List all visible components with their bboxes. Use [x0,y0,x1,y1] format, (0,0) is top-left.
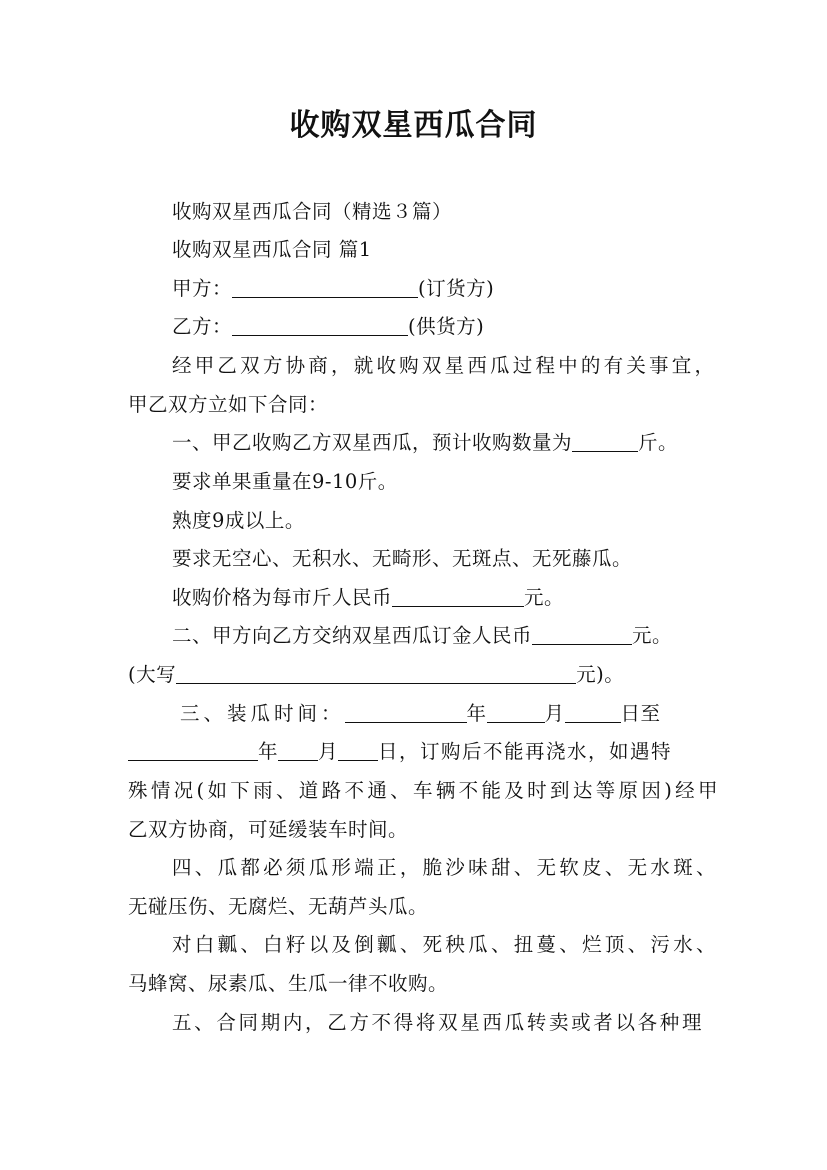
start-year-blank[interactable] [345,700,467,723]
deposit-words-blank[interactable] [176,661,576,684]
text: 乙双方协商，可延缓装车时间。 [128,818,409,841]
start-day-blank[interactable] [565,700,621,723]
text: 要求无空心、无积水、无畸形、无斑点、无死藤瓜。 [172,547,633,570]
text: 三、装瓜时间： [180,702,345,725]
party-b-line [172,308,732,346]
paragraph-line [172,1004,702,1042]
paragraph-line [172,502,732,540]
paragraph-line [128,888,718,926]
paragraph-line [172,463,732,501]
price-line [172,579,732,617]
text: 四、瓜都必须瓜形端正，脆沙味甜、无软皮、无水斑、 [172,856,716,879]
text: 无碰压伤、无腐烂、无葫芦头瓜。 [128,895,429,918]
clause-3-line [180,695,710,733]
paragraph-line [128,965,718,1003]
document-title: 收购双星西瓜合同 [289,108,538,143]
text: 年 [466,702,487,725]
clause-3-line [128,733,718,771]
paragraph-line [172,540,732,578]
text: 元。 [524,586,565,609]
text: 一、甲乙收购乙方双星西瓜，预计收购数量为 [172,431,573,454]
text: 收购价格为每市斤人民币 [172,586,393,609]
deposit-blank[interactable] [532,622,632,645]
text: 元。 [632,624,673,647]
text: 收购双星西瓜合同 篇1 [172,238,372,261]
quantity-blank[interactable] [572,429,638,452]
text: 对白瓤、白籽以及倒瓤、死秧瓜、扭蔓、烂顶、污水、 [172,933,716,956]
party-a-blank[interactable] [232,275,418,298]
party-a-line [172,270,732,308]
text: 二、甲方向乙方交纳双星西瓜订金人民币 [172,624,533,647]
paragraph-line [172,849,716,887]
text: 日，订购后不能再浇水，如遇特 [378,740,673,763]
text: 要求单果重量在9-10斤。 [172,470,398,493]
paragraph-line [128,772,718,810]
subtitle-line [172,193,732,231]
paragraph-line [172,347,716,385]
paragraph-line [128,386,718,424]
price-blank[interactable] [392,584,524,607]
text: 月 [544,702,565,725]
clause-2-line [172,617,732,655]
end-day-blank[interactable] [338,738,378,761]
party-b-blank[interactable] [232,313,408,336]
end-year-blank[interactable] [128,738,258,761]
end-month-blank[interactable] [278,738,318,761]
text: 马蜂窝、尿素瓜、生瓜一律不收购。 [128,972,449,995]
text: 经甲乙双方协商，就收购双星西瓜过程中的有关事宜， [172,354,716,377]
text: (订货方) [418,277,495,300]
label: 乙方： [172,315,233,338]
section-heading [172,231,732,269]
text: 年 [258,740,279,763]
paragraph-line [172,926,716,964]
text: (供货方) [408,315,485,338]
text: 熟度9成以上。 [172,509,305,532]
paragraph-line [128,811,718,849]
text: (大写 [128,663,177,686]
text: 日至 [620,702,661,725]
clause-1-line [172,424,732,462]
text: 收购双星西瓜合同（精选３篇） [172,200,453,223]
text: 斤。 [638,431,679,454]
text: 甲乙双方立如下合同： [128,393,329,416]
text: 殊情况(如下雨、道路不通、车辆不能及时到达等原因)经甲 [128,779,718,802]
text: 月 [318,740,339,763]
deposit-words-line [128,656,718,694]
text: 元)。 [576,663,625,686]
text: 五、合同期内，乙方不得将双星西瓜转卖或者以各种理 [172,1011,702,1034]
label: 甲方： [172,277,233,300]
start-month-blank[interactable] [487,700,545,723]
